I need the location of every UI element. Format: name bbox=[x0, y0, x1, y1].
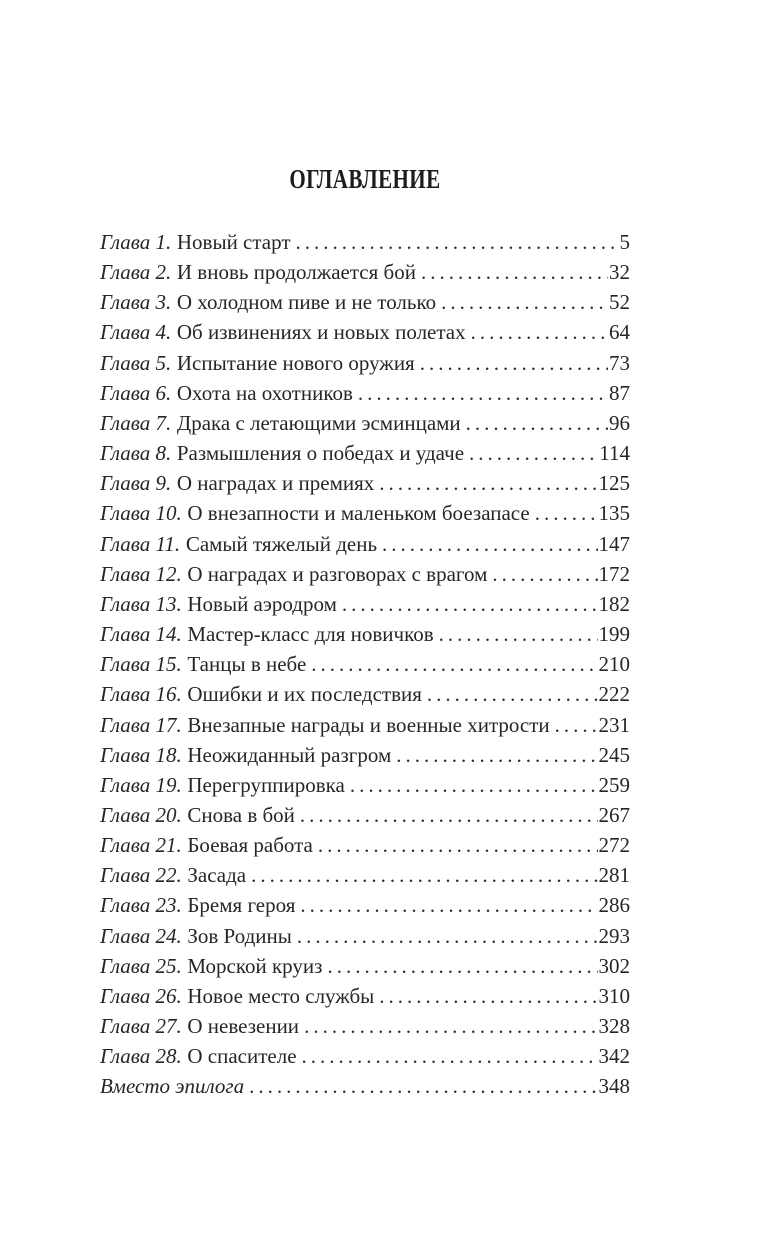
toc-dot-leader bbox=[420, 348, 608, 378]
toc-entry-prefix: Глава 9. bbox=[100, 471, 172, 496]
toc-entry-page: 222 bbox=[598, 682, 630, 707]
toc-entry bbox=[100, 951, 630, 981]
toc-entry-title: Новый старт bbox=[176, 230, 291, 254]
toc-entry-title: И вновь продолжается бой bbox=[176, 260, 416, 285]
toc-entry-prefix: Глава 27. bbox=[100, 1014, 182, 1039]
toc-entry-prefix: Глава 21. bbox=[100, 833, 182, 858]
toc-entry-title: Неожиданный разгром bbox=[187, 742, 392, 767]
toc-entry bbox=[100, 860, 630, 890]
toc-entry-page: 96 bbox=[609, 410, 630, 435]
toc-entry bbox=[100, 649, 630, 679]
toc-entry-prefix: Глава 3. bbox=[100, 290, 172, 315]
toc-entry-prefix: Глава 17. bbox=[100, 712, 182, 737]
toc-entry bbox=[100, 498, 630, 528]
toc-entry-prefix: Глава 5. bbox=[100, 350, 172, 375]
toc-dot-leader bbox=[421, 257, 608, 287]
toc-entry-title: О наградах и разговорах с врагом bbox=[187, 561, 488, 586]
toc-entry bbox=[100, 257, 630, 287]
toc-entry-page: 245 bbox=[598, 742, 630, 767]
toc-entry-title: Драка с летающими эсминцами bbox=[176, 410, 461, 435]
toc-dot-leader bbox=[471, 317, 608, 347]
toc-entry-page: 64 bbox=[609, 320, 630, 345]
toc-entry bbox=[100, 679, 630, 709]
toc-dot-leader bbox=[304, 1011, 597, 1041]
toc-entry bbox=[100, 619, 630, 649]
toc-entry-prefix: Глава 4. bbox=[100, 320, 172, 345]
toc-entry-prefix: Глава 22. bbox=[100, 863, 182, 888]
toc-entry bbox=[100, 1071, 630, 1101]
toc-dot-leader bbox=[302, 1041, 598, 1071]
toc-entry bbox=[100, 348, 630, 378]
toc-entry-title: Самый тяжелый день bbox=[185, 531, 378, 556]
toc-dot-leader bbox=[300, 890, 597, 920]
toc-dot-leader bbox=[441, 287, 608, 317]
toc-entry-page: 348 bbox=[598, 1074, 630, 1099]
toc-entry-prefix: Вместо эпилога bbox=[100, 1074, 245, 1099]
toc-entry bbox=[100, 921, 630, 951]
toc-entry-page: 73 bbox=[609, 350, 630, 375]
toc-entry-prefix: Глава 14. bbox=[100, 622, 182, 647]
toc-entry-title: Новое место службы bbox=[187, 983, 375, 1008]
toc-dot-leader bbox=[296, 227, 619, 257]
toc-entry bbox=[100, 227, 630, 257]
toc-entry-prefix: Глава 7. bbox=[100, 410, 172, 435]
toc-entry-page: 182 bbox=[598, 591, 630, 616]
toc-entry-page: 147 bbox=[598, 531, 630, 556]
toc-dot-leader bbox=[358, 378, 608, 408]
toc-dot-leader bbox=[492, 559, 597, 589]
toc-entry-page: 328 bbox=[598, 1014, 630, 1039]
toc-entry-title: Мастер-класс для новичков bbox=[187, 622, 434, 647]
toc-entry-page: 52 bbox=[609, 290, 630, 315]
toc-entry-page: 342 bbox=[598, 1044, 630, 1069]
toc-entry-title: О наградах и премиях bbox=[176, 471, 375, 496]
toc-entry-prefix: Глава 20. bbox=[100, 802, 182, 827]
toc-entry-page: 231 bbox=[598, 712, 630, 737]
toc-entry-page: 310 bbox=[598, 983, 630, 1008]
toc-dot-leader bbox=[535, 498, 598, 528]
toc-entry-page: 125 bbox=[598, 471, 630, 496]
toc-entry-title: О внезапности и маленьком боезапасе bbox=[187, 501, 530, 526]
toc-dot-leader bbox=[427, 679, 598, 709]
toc-entry-prefix: Глава 24. bbox=[100, 923, 182, 948]
toc-dot-leader bbox=[396, 740, 597, 770]
toc-entry bbox=[100, 559, 630, 589]
toc-entry bbox=[100, 830, 630, 860]
toc-entry bbox=[100, 981, 630, 1011]
toc-dot-leader bbox=[327, 951, 597, 981]
toc-entry bbox=[100, 770, 630, 800]
page-title-text: ОГЛАВЛЕНИЕ bbox=[289, 164, 441, 194]
toc-entry-prefix: Глава 8. bbox=[100, 441, 172, 466]
toc-entry-page: 302 bbox=[598, 953, 630, 978]
toc-entry-page: 87 bbox=[609, 380, 630, 405]
toc-dot-leader bbox=[379, 468, 597, 498]
toc-entry-page: 272 bbox=[598, 833, 630, 858]
toc-entry-page: 135 bbox=[598, 501, 630, 526]
toc-entry-title: Засада bbox=[187, 863, 247, 888]
toc-entry bbox=[100, 890, 630, 920]
toc-entry-page: 210 bbox=[598, 652, 630, 677]
toc-dot-leader bbox=[469, 438, 598, 468]
toc-entry-page: 293 bbox=[598, 923, 630, 948]
toc-entry-prefix: Глава 25. bbox=[100, 953, 182, 978]
toc-dot-leader bbox=[466, 408, 608, 438]
toc-dot-leader bbox=[249, 1071, 597, 1101]
toc-dot-leader bbox=[311, 649, 597, 679]
page-title bbox=[100, 164, 630, 194]
toc-entry bbox=[100, 589, 630, 619]
toc-dot-leader bbox=[300, 800, 598, 830]
toc-entry bbox=[100, 710, 630, 740]
toc-dot-leader bbox=[342, 589, 598, 619]
toc-entry-prefix: Глава 6. bbox=[100, 380, 172, 405]
toc-entry-prefix: Глава 28. bbox=[100, 1044, 182, 1069]
toc-entry-title: О холодном пиве и не только bbox=[176, 290, 437, 315]
toc-entry-title: Бремя героя bbox=[187, 893, 296, 918]
toc-entry-prefix: Глава 19. bbox=[100, 772, 182, 797]
toc-entry-prefix: Глава 13. bbox=[100, 591, 182, 616]
toc-entry-page: 259 bbox=[598, 772, 630, 797]
toc-entry-page: 114 bbox=[599, 441, 630, 466]
toc-entry-page: 172 bbox=[598, 561, 630, 586]
toc-entry-prefix: Глава 26. bbox=[100, 983, 182, 1008]
toc-entry-title: Новый аэродром bbox=[187, 591, 337, 616]
toc-list bbox=[100, 227, 630, 1102]
toc-entry-title: Перегруппировка bbox=[187, 772, 345, 797]
toc-entry-title: Охота на охотников bbox=[176, 380, 353, 405]
toc-entry-prefix: Глава 15. bbox=[100, 652, 182, 677]
toc-dot-leader bbox=[382, 529, 597, 559]
toc-entry-prefix: Глава 16. bbox=[100, 682, 182, 707]
toc-dot-leader bbox=[297, 921, 598, 951]
toc-entry-title: Танцы в небе bbox=[187, 652, 307, 677]
toc-entry-prefix: Глава 18. bbox=[100, 742, 182, 767]
toc-entry-title: Зов Родины bbox=[187, 923, 292, 948]
toc-dot-leader bbox=[439, 619, 598, 649]
toc-entry bbox=[100, 529, 630, 559]
toc-dot-leader bbox=[318, 830, 598, 860]
toc-dot-leader bbox=[350, 770, 598, 800]
toc-entry bbox=[100, 287, 630, 317]
toc-entry-title: Снова в бой bbox=[187, 802, 295, 827]
toc-entry bbox=[100, 1011, 630, 1041]
toc-entry bbox=[100, 438, 630, 468]
toc-entry-prefix: Глава 10. bbox=[100, 501, 182, 526]
toc-entry-prefix: Глава 12. bbox=[100, 561, 182, 586]
toc-entry bbox=[100, 740, 630, 770]
toc-entry bbox=[100, 317, 630, 347]
toc-entry bbox=[100, 468, 630, 498]
toc-entry-title: О спасителе bbox=[187, 1044, 297, 1069]
toc-entry-title: Испытание нового оружия bbox=[176, 350, 415, 375]
toc-entry bbox=[100, 800, 630, 830]
toc-entry-page: 5 bbox=[619, 230, 630, 254]
toc-entry-page: 286 bbox=[598, 893, 630, 918]
toc-entry-page: 281 bbox=[598, 863, 630, 888]
toc-entry-page: 267 bbox=[598, 802, 630, 827]
toc-entry-title: О невезении bbox=[187, 1014, 300, 1039]
toc-entry-prefix: Глава 23. bbox=[100, 893, 182, 918]
toc-entry-prefix: Глава 1. bbox=[100, 230, 172, 254]
toc-entry-title: Внезапные награды и военные хитрости bbox=[187, 712, 550, 737]
toc-entry-title: Боевая работа bbox=[187, 833, 313, 858]
toc-entry-title: Размышления о победах и удаче bbox=[176, 441, 465, 466]
toc-dot-leader bbox=[379, 981, 597, 1011]
toc-entry-prefix: Глава 2. bbox=[100, 260, 172, 285]
toc-entry-page: 199 bbox=[598, 622, 630, 647]
toc-entry bbox=[100, 378, 630, 408]
toc-entry bbox=[100, 408, 630, 438]
toc-dot-leader bbox=[251, 860, 597, 890]
toc-entry-prefix: Глава 11. bbox=[100, 531, 181, 556]
toc-entry-title: Об извинениях и новых полетах bbox=[176, 320, 466, 345]
toc-entry-title: Ошибки и их последствия bbox=[187, 682, 422, 707]
toc-entry-page: 32 bbox=[609, 260, 630, 285]
toc-entry-title: Морской круиз bbox=[187, 953, 323, 978]
toc-dot-leader bbox=[555, 710, 598, 740]
toc-entry bbox=[100, 1041, 630, 1071]
